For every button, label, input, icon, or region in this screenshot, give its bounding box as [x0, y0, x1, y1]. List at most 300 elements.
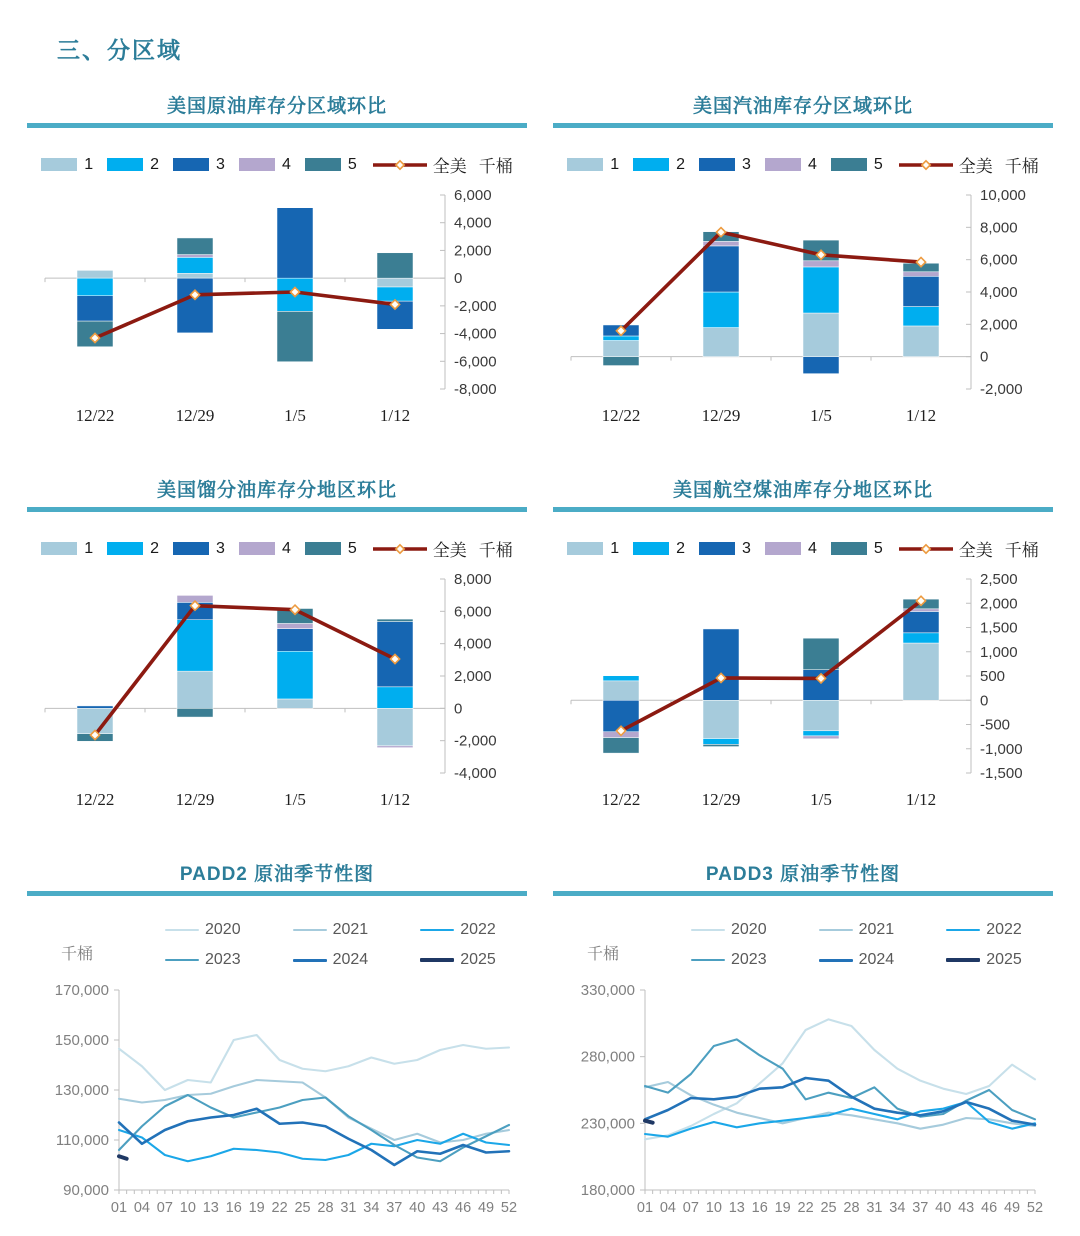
legend-line-2020 [165, 929, 199, 932]
bar-segment-s5 [377, 253, 413, 278]
axis-label: 4,000 [454, 635, 492, 653]
chart-distillate [27, 475, 527, 815]
axis-label: -4,000 [454, 765, 497, 782]
legend-label-2025: 2025 [460, 951, 496, 968]
axis-label: 07 [156, 1200, 173, 1216]
axis-label: 40 [935, 1200, 952, 1216]
axis-label: 10 [179, 1200, 196, 1216]
axis-label: 12/22 [75, 790, 115, 809]
axis-label: 330,000 [580, 982, 635, 999]
legend-swatch-5 [305, 542, 341, 555]
total-line-sample [373, 159, 427, 171]
padd2-plot-canvas [27, 978, 527, 1236]
legend-label-1: 1 [84, 155, 94, 173]
axis-label: 2,500 [980, 571, 1018, 588]
legend-swatch-2 [107, 542, 143, 555]
axis-label: 130,000 [54, 1082, 109, 1099]
axis-label: 12/29 [175, 406, 215, 425]
legend-gasoline [553, 152, 1053, 177]
axis-label: 22 [797, 1200, 814, 1216]
axis-label: 1/12 [379, 406, 411, 425]
axis-label: 13 [728, 1200, 745, 1216]
chart-title-padd2: PADD2 原油季节性图 [179, 864, 375, 885]
bar-segment-s5 [703, 744, 739, 746]
chart-title-jet: 美国航空煤油库存分地区环比 [672, 480, 933, 501]
axis-label: 6,000 [454, 603, 492, 621]
title-divider [553, 123, 1053, 128]
bar-segment-s2 [177, 620, 213, 671]
legend-label-2023: 2023 [205, 951, 241, 968]
bar-segment-s1 [177, 671, 213, 708]
legend-label-5: 5 [873, 155, 883, 173]
axis-label: 1,000 [980, 643, 1018, 661]
padd2-legend-area [27, 912, 527, 978]
legend-line-2021 [819, 929, 853, 932]
axis-label: 34 [363, 1200, 380, 1216]
axis-label: 16 [751, 1200, 768, 1216]
year-legend-padd2 [165, 921, 496, 969]
legend-label-3: 3 [742, 539, 751, 557]
bar-segment-s1 [903, 643, 939, 700]
axis-label: 04 [659, 1200, 677, 1216]
bar-segment-s2 [277, 651, 313, 699]
axis-label: 07 [682, 1200, 699, 1216]
bar-segment-s2 [803, 267, 839, 313]
crude-plot-canvas [27, 179, 527, 431]
axes [55, 982, 509, 1199]
unit-label: 千桶 [1004, 541, 1039, 560]
bar-segment-s3 [903, 276, 939, 306]
title-divider [27, 507, 527, 512]
total-line-sample [899, 159, 953, 171]
legend-label-2: 2 [150, 155, 160, 173]
chart-title-gasoline: 美国汽油库存分区域环比 [692, 96, 913, 117]
axis-label: 16 [225, 1200, 242, 1216]
week-labels [637, 1200, 1043, 1216]
axis-label: 12/29 [701, 790, 741, 809]
legend-label-total: 全美 [958, 157, 993, 176]
title-divider [553, 507, 1053, 512]
legend-label-2020: 2020 [205, 921, 241, 938]
bar-segment-s5 [177, 238, 213, 255]
axis-label: 28 [843, 1200, 860, 1216]
legend-item-2023 [691, 951, 767, 969]
bar-segment-s2 [703, 292, 739, 328]
axis-label: 10 [705, 1200, 722, 1216]
legend-label-total: 全美 [958, 541, 993, 560]
axis-label: -1,000 [980, 740, 1023, 758]
axis-label: 43 [958, 1200, 975, 1216]
bar-segment-s4 [803, 736, 839, 739]
stacked-bars [603, 232, 939, 374]
line-marker [396, 544, 404, 552]
legend-swatch-1 [41, 158, 77, 171]
legend-swatch-1 [567, 542, 603, 555]
line-2021 [119, 1080, 509, 1143]
axis-label: 12/22 [601, 406, 641, 425]
axis-label: -2,000 [980, 381, 1023, 398]
axis-label: 150,000 [54, 1032, 109, 1049]
bar-segment-s1 [77, 270, 113, 278]
axis-label: 110,000 [55, 1132, 109, 1149]
legend-swatch-1 [41, 542, 77, 555]
jet-plot-canvas [553, 563, 1053, 815]
bar-segment-s2 [903, 633, 939, 643]
chart-jet [553, 475, 1053, 815]
bar-segment-s2 [703, 739, 739, 745]
legend-line-2021 [293, 929, 327, 932]
bar-segment-s3 [903, 611, 939, 632]
legend-label-total: 全美 [432, 157, 467, 176]
axis-label: 43 [432, 1200, 449, 1216]
bar-segment-s1 [603, 341, 639, 357]
legend-swatch-4 [765, 542, 801, 555]
axis-label: 19 [248, 1200, 265, 1216]
legend-item-2021 [293, 921, 369, 939]
line-2022 [119, 1130, 509, 1161]
bar-segment-s1 [377, 708, 413, 746]
axis-label: 12/22 [601, 790, 641, 809]
axes [581, 982, 1035, 1199]
axis-label: 12/29 [175, 790, 215, 809]
legend-label-total: 全美 [432, 541, 467, 560]
bar-segment-s3 [77, 706, 113, 708]
axis-label: 1/5 [810, 790, 832, 809]
chart-title-padd3: PADD3 原油季节性图 [705, 864, 901, 885]
legend-line-2022 [946, 929, 980, 932]
legend-line-2025 [946, 958, 980, 962]
stacked-bars [77, 208, 413, 362]
legend-label-2: 2 [150, 539, 160, 557]
line-2020 [119, 1035, 509, 1090]
axis-label: 40 [409, 1200, 426, 1216]
axis-label: 0 [454, 270, 463, 288]
legend-swatch-5 [305, 158, 341, 171]
line-2025 [645, 1121, 653, 1123]
padd3-plot-canvas [553, 978, 1053, 1236]
legend-label-1: 1 [610, 155, 620, 173]
bar-segment-s1 [277, 699, 313, 708]
axis-label: 170,000 [54, 982, 109, 999]
stacked-bars [77, 595, 413, 747]
axis-label: 52 [1026, 1200, 1044, 1216]
legend-label-2024: 2024 [332, 951, 369, 968]
legend-label-2023: 2023 [731, 951, 767, 968]
year-lines [119, 1035, 509, 1165]
axis-label: 1,500 [980, 619, 1018, 637]
bar-segment-s2 [603, 336, 639, 341]
axis-label: 25 [294, 1200, 311, 1216]
category-labels [76, 406, 410, 425]
axis-label: 46 [981, 1200, 998, 1216]
chart-title-distillate: 美国馏分油库存分地区环比 [156, 480, 397, 501]
legend-swatch-3 [173, 542, 209, 555]
chart-padd3 [553, 859, 1053, 1236]
total-line-sample [373, 543, 427, 555]
axis-label: 37 [912, 1200, 929, 1216]
legend-swatch-2 [633, 158, 669, 171]
axis-label: -500 [980, 716, 1011, 734]
axis-label: 4,000 [980, 284, 1018, 301]
axis-label: 6,000 [454, 187, 492, 204]
legend-swatch-4 [239, 158, 275, 171]
legend-label-2021: 2021 [858, 921, 895, 938]
bar-segment-s1 [177, 273, 213, 278]
axis-label: 13 [202, 1200, 219, 1216]
total-line [616, 596, 925, 735]
axis-label: 28 [317, 1200, 334, 1216]
bar-segment-s3 [803, 357, 839, 374]
axis-label: 10,000 [980, 187, 1026, 204]
bar-segment-s1 [603, 681, 639, 700]
bar-segment-s5 [177, 708, 213, 717]
distillate-plot-canvas [27, 563, 527, 815]
line-marker [396, 160, 404, 168]
legend-label-2022: 2022 [986, 921, 1022, 938]
legend-line-2024 [819, 959, 853, 962]
axis-label: 0 [454, 700, 463, 718]
legend-swatch-1 [567, 158, 603, 171]
bar-segment-s4 [903, 272, 939, 277]
section-title: 三、分区域 [57, 37, 182, 63]
axis-label: 2,000 [980, 316, 1018, 334]
bar-segment-s3 [277, 629, 313, 652]
axis-label: 500 [980, 668, 1006, 685]
axis-label: 1/12 [379, 790, 411, 809]
value-axis [966, 571, 1023, 782]
legend-label-1: 1 [610, 539, 620, 557]
bar-segment-s1 [803, 313, 839, 357]
title-divider [27, 891, 527, 896]
bar-segment-s3 [703, 246, 739, 292]
axis-label: 1/12 [905, 790, 937, 809]
axis-label: 1/5 [810, 406, 832, 425]
axis-label: 8,000 [454, 571, 492, 588]
axis-label: 31 [340, 1200, 357, 1216]
bar-segment-s5 [603, 738, 639, 754]
legend-item-2021 [819, 921, 895, 939]
axis-label: 90,000 [63, 1182, 109, 1199]
bar-segment-s1 [803, 700, 839, 731]
line-2020 [645, 1019, 1035, 1139]
chart-title-crude: 美国原油库存分区域环比 [166, 96, 387, 117]
total-line [90, 287, 399, 342]
legend-label-1: 1 [84, 539, 94, 557]
legend-line-2023 [165, 959, 199, 962]
axis-label: 2,000 [454, 668, 492, 685]
axis-label: 2,000 [454, 242, 492, 260]
axis-label: 04 [133, 1200, 151, 1216]
bar-segment-s3 [77, 296, 113, 321]
total-line [90, 601, 399, 740]
legend-swatch-3 [173, 158, 209, 171]
legend-label-2024: 2024 [858, 951, 895, 968]
axis-label: 1/12 [905, 406, 937, 425]
chart-gasoline [553, 91, 1053, 431]
total-line-sample [899, 543, 953, 555]
legend-swatch-5 [831, 542, 867, 555]
legend-label-3: 3 [742, 155, 751, 173]
axis-label: -2,000 [454, 732, 497, 750]
legend-label-2: 2 [676, 539, 686, 557]
bar-segment-s1 [703, 328, 739, 357]
bar-segment-s3 [277, 208, 313, 278]
bar-segment-s1 [703, 700, 739, 738]
legend-crude [27, 152, 527, 177]
bar-segment-s4 [177, 255, 213, 258]
stacked-bars [603, 599, 939, 753]
legend-item-2025 [420, 951, 496, 969]
year-legend-padd3 [691, 921, 1022, 969]
axis-label: 22 [271, 1200, 288, 1216]
legend-item-2020 [691, 921, 767, 939]
legend-swatch-2 [107, 158, 143, 171]
category-labels [602, 790, 936, 809]
legend-swatch-2 [633, 542, 669, 555]
legend-label-5: 5 [873, 539, 883, 557]
bar-segment-s2 [177, 257, 213, 273]
axis-label: -4,000 [454, 325, 497, 343]
bar-segment-s4 [803, 261, 839, 267]
legend-item-2022 [420, 921, 496, 939]
bar-segment-s4 [377, 746, 413, 748]
bar-segment-s5 [803, 638, 839, 670]
year-lines [645, 1019, 1035, 1139]
line-2023 [119, 1095, 509, 1161]
legend-label-2021: 2021 [332, 921, 369, 938]
legend-swatch-4 [239, 542, 275, 555]
axis-label: 0 [980, 348, 989, 366]
axis-label: 1/5 [284, 790, 306, 809]
legend-label-4: 4 [807, 155, 817, 173]
axis-label: 12/29 [701, 406, 741, 425]
week-labels [111, 1200, 517, 1216]
legend-label-3: 3 [216, 155, 225, 173]
bar-segment-s5 [603, 357, 639, 366]
legend-label-2: 2 [676, 155, 686, 173]
legend-label-4: 4 [807, 539, 817, 557]
axis-label: 49 [477, 1200, 495, 1216]
legend-swatch-3 [699, 158, 735, 171]
unit-label: 千桶 [60, 945, 93, 963]
bar-segment-s4 [277, 623, 313, 628]
bar-segment-s2 [377, 687, 413, 709]
bar-segment-s5 [277, 311, 313, 361]
axis-label: 01 [110, 1200, 128, 1216]
legend-label-5: 5 [347, 539, 357, 557]
padd3-legend-area [553, 912, 1053, 978]
legend-distillate [27, 536, 527, 561]
axis-label: 1/5 [284, 406, 306, 425]
bar-segment-s2 [603, 676, 639, 681]
line-marker [922, 160, 930, 168]
axis-label: -2,000 [454, 297, 497, 315]
axis-label: -8,000 [454, 381, 497, 398]
legend-swatch-3 [699, 542, 735, 555]
title-divider [553, 891, 1053, 896]
axis-label: 49 [1003, 1200, 1021, 1216]
axis-label: 2,000 [980, 595, 1018, 613]
axis-label: 25 [820, 1200, 837, 1216]
legend-line-2025 [420, 958, 454, 962]
axis-label: 230,000 [580, 1115, 635, 1133]
line-2025 [119, 1156, 127, 1159]
bar-segment-s1 [377, 278, 413, 287]
category-labels [602, 406, 936, 425]
axis-label: 4,000 [454, 214, 492, 232]
axis-label: 46 [455, 1200, 472, 1216]
axis-label: 180,000 [580, 1182, 635, 1199]
axis-label: 31 [866, 1200, 883, 1216]
gasoline-plot-canvas [553, 179, 1053, 431]
bar-segment-s5 [377, 619, 413, 621]
bar-segment-s2 [803, 731, 839, 736]
axis-label: -1,500 [980, 765, 1023, 782]
axis-label: 19 [774, 1200, 791, 1216]
unit-label: 千桶 [478, 541, 513, 560]
line-2023 [645, 1039, 1035, 1119]
unit-label: 千桶 [1004, 157, 1039, 176]
bar-segment-s3 [177, 278, 213, 333]
legend-item-2023 [165, 951, 241, 969]
axis-label: 37 [386, 1200, 403, 1216]
legend-label-4: 4 [281, 539, 291, 557]
line-marker [922, 544, 930, 552]
axis-label: 34 [889, 1200, 906, 1216]
bar-segment-s1 [903, 326, 939, 357]
total-line [616, 228, 925, 336]
legend-line-2020 [691, 929, 725, 932]
legend-swatch-5 [831, 158, 867, 171]
legend-swatch-4 [765, 158, 801, 171]
legend-label-2020: 2020 [731, 921, 767, 938]
unit-label: 千桶 [478, 157, 513, 176]
bar-segment-s2 [77, 278, 113, 296]
axis-label: 6,000 [980, 251, 1018, 269]
title-divider [27, 123, 527, 128]
legend-jet [553, 536, 1053, 561]
legend-label-2025: 2025 [986, 951, 1022, 968]
bar-segment-s2 [903, 307, 939, 326]
legend-line-2023 [691, 959, 725, 962]
axis-label: 280,000 [580, 1048, 635, 1066]
charts-grid [27, 91, 1053, 1236]
legend-item-2024 [293, 951, 369, 969]
legend-label-3: 3 [216, 539, 225, 557]
value-axis [440, 187, 497, 398]
legend-label-2022: 2022 [460, 921, 496, 938]
legend-label-4: 4 [281, 155, 291, 173]
legend-item-2022 [946, 921, 1022, 939]
value-axis [440, 571, 497, 782]
value-axis [966, 187, 1026, 398]
axis-label: 12/22 [75, 406, 115, 425]
unit-label: 千桶 [586, 945, 619, 963]
bar-segment-s3 [703, 629, 739, 700]
legend-line-2022 [420, 929, 454, 932]
legend-item-2025 [946, 951, 1022, 969]
axis-label: 8,000 [980, 219, 1018, 237]
chart-crude [27, 91, 527, 431]
legend-item-2024 [819, 951, 895, 969]
chart-padd2 [27, 859, 527, 1236]
axis-label: 0 [980, 692, 989, 710]
category-labels [76, 790, 410, 809]
legend-line-2024 [293, 959, 327, 962]
axis-label: -6,000 [454, 353, 497, 371]
legend-item-2020 [165, 921, 241, 939]
axis-label: 52 [500, 1200, 518, 1216]
